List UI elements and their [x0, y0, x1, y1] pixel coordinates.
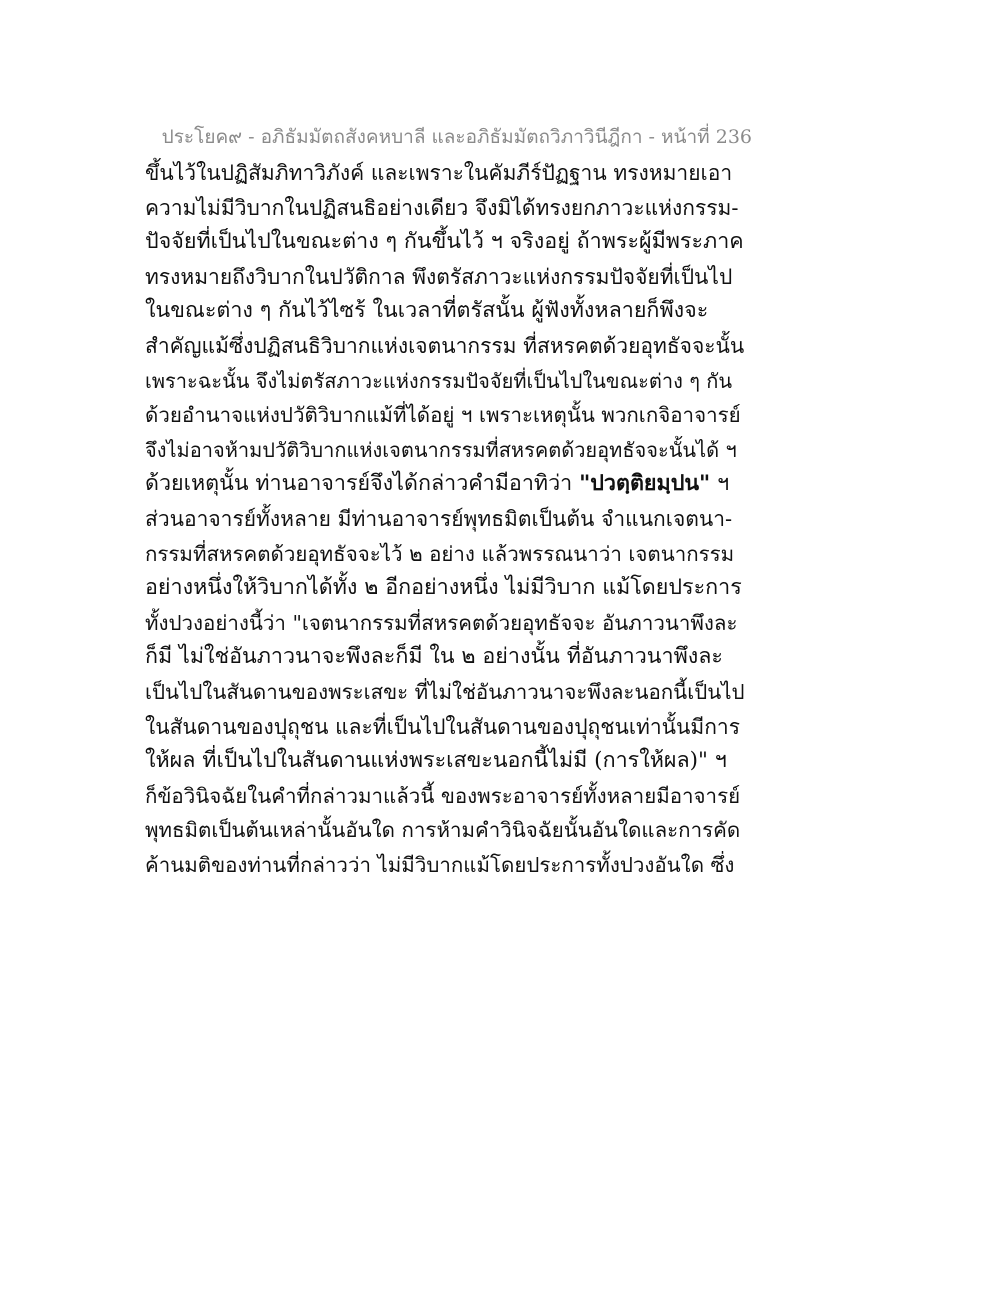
text-line-21: ค้านมติของท่านที่กล่าวว่า ไม่มีวิบากแม้โดยประการทั้งปวงอันใด ซึ่ง — [145, 852, 735, 877]
text-line-01: ขึ้นไว้ในปฏิสัมภิทาวิภังค์ และเพราะในคัมภีร์ปัฏฐาน ทรงหมายเอา — [145, 161, 733, 185]
text-line-06: สำคัญแม้ซึ่งปฏิสนธิวิบากแห่งเจตนากรรม ที่สหรคตด้วยอุทธัจจะนั้น — [145, 333, 745, 358]
text-line-09: จึงไม่อาจห้ามปวัติวิบากแห่งเจตนากรรมที่สหรคตด้วยอุทธัจจะนั้นได้ ฯ — [145, 437, 737, 462]
text-line-10-lead: ด้วยเหตุนั้น ท่านอาจารย์จึงได้กล่าวคำมีอาทิว่า — [145, 471, 580, 497]
text-line-12: กรรมที่สหรคตด้วยอุทธัจจะไว้ ๒ อย่าง แล้วพรรณนาว่า เจตนากรรม — [145, 541, 735, 566]
text-line-13: อย่างหนึ่งให้วิบากได้ทั้ง ๒ อีกอย่างหนึ่ง ไม่มีวิบาก แม้โดยประการ — [145, 575, 742, 601]
text-line-19: ก็ข้อวินิจฉัยในคำที่กล่าวมาแล้วนี้ ของพระอาจารย์ทั้งหลายมีอาจารย์ — [145, 783, 741, 808]
text-line-07: เพราะฉะนั้น จึงไม่ตรัสภาวะแห่งกรรมปัจจัยที่เป็นไปในขณะต่าง ๆ กัน — [145, 368, 733, 393]
text-line-02: ความไม่มีวิบากในปฏิสนธิอย่างเดียว จึงมิได้ทรงยกภาวะแห่งกรรม- — [145, 195, 739, 220]
text-line-04: ทรงหมายถึงวิบากในปวัติกาล พึงตรัสภาวะแห่งกรรมปัจจัยที่เป็นไป — [145, 264, 733, 289]
text-line-05: ในขณะต่าง ๆ กันไว้ไซร้ ในเวลาที่ตรัสนั้น ผู้ฟังทั้งหลายก็พึงจะ — [145, 298, 709, 324]
body-text — [145, 156, 745, 882]
text-line-17: ในสันดานของปุถุชน และที่เป็นไปในสันดานของปุถุชนเท่านั้นมีการ — [145, 714, 740, 739]
text-line-10 — [145, 467, 745, 502]
page-header: ประโยค๙ - อภิธัมมัตถสังคหบาลี และอภิธัมมัตถวิภาวินีฎีกา - หน้าที่ 236 — [161, 126, 752, 148]
text-line-18: ให้ผล ที่เป็นไปในสันดานแห่งพระเสขะนอกนี้ไม่มี (การให้ผล)" ฯ — [145, 748, 727, 774]
text-line-10-tail: ฯ — [710, 471, 730, 497]
text-line-15: ก็มี ไม่ใช่อันภาวนาจะพึงละก็มี ใน ๒ อย่างนั้น ที่อันภาวนาพึงละ — [145, 644, 723, 670]
text-line-20: พุทธมิตเป็นต้นเหล่านั้นอันใด การห้ามคำวินิจฉัยนั้นอันใดและการคัด — [145, 818, 741, 843]
text-line-16: เป็นไปในสันดานของพระเสขะ ที่ไม่ใช่อันภาวนาจะพึงละนอกนี้เป็นไป — [145, 679, 745, 704]
text-line-11: ส่วนอาจารย์ทั้งหลาย มีท่านอาจารย์พุทธมิตเป็นต้น จำแนกเจตนา- — [145, 506, 733, 531]
pali-term-bold: "ปวตฺติยมฺปน" — [579, 471, 711, 497]
text-line-03: ปัจจัยที่เป็นไปในขณะต่าง ๆ กันขึ้นไว้ ฯ จริงอยู่ ถ้าพระผู้มีพระภาค — [145, 229, 744, 255]
text-line-08: ด้วยอำนาจแห่งปวัติวิบากแม้ที่ได้อยู่ ฯ เพราะเหตุนั้น พวกเกจิอาจารย์ — [145, 403, 741, 428]
text-line-14: ทั้งปวงอย่างนี้ว่า "เจตนากรรมที่สหรคตด้วยอุทธัจจะ อันภาวนาพึงละ — [145, 610, 738, 635]
